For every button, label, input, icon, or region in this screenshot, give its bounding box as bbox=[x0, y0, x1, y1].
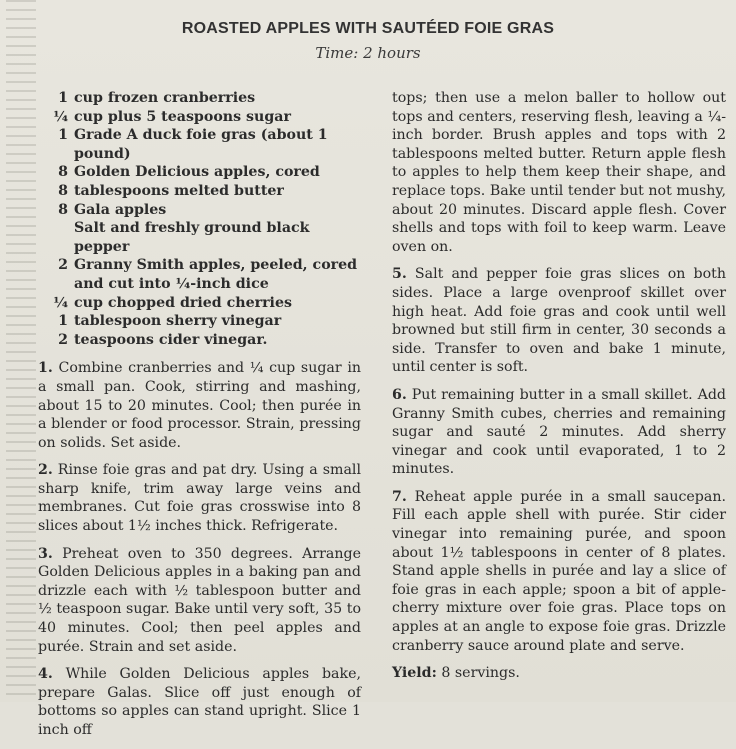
ingredient-item bbox=[38, 163, 361, 182]
ingredient-qty: ¼ bbox=[53, 294, 68, 311]
ingredient-qty: 2 bbox=[58, 331, 68, 348]
step-text: While Golden Delicious apples bake, prepare Galas. Slice off just enough of bottoms so apples can stand upright. Slice 1 inch off bbox=[38, 666, 361, 738]
ingredient-name: tablespoon sherry vinegar bbox=[74, 313, 282, 330]
ingredient-item bbox=[38, 201, 361, 220]
yield-value: 8 servings. bbox=[441, 665, 520, 682]
ingredient-item bbox=[38, 256, 361, 293]
step-7 bbox=[392, 488, 726, 655]
ingredient-name: cup frozen cranberries bbox=[74, 90, 256, 106]
ingredient-item bbox=[38, 312, 361, 331]
torn-edge bbox=[6, 0, 36, 702]
step-text: Combine cranberries and ¼ cup sugar in a small pan. Cook, stirring and mashing, about 15 to 20 minutes. Cool; then purée in a blender or food processor. Strain, pressing on solids. Set aside. bbox=[38, 360, 361, 451]
step-text: Put remaining butter in a small skillet. Add Granny Smith cubes, cherries and remaining sugar and sauté 2 minutes. Add sherry vinegar and cook until evaporated, 1 to 2 minutes. bbox=[392, 386, 726, 478]
ingredient-name: Grade A duck foie gras (about 1 pound) bbox=[74, 127, 328, 162]
ingredient-item bbox=[38, 219, 361, 256]
ingredient-qty: ¼ bbox=[53, 108, 68, 125]
step-number: 2. bbox=[38, 462, 53, 479]
step-text: tops; then use a melon baller to hollow out tops and centers, reserving flesh, leaving a ¼-inch border. Brush apples and tops with 2 tablespoons melted butter. Return apple flesh to apples to help them keep their shape, and replace tops. Bake until tender but not mushy, about 20 minutes. Discard apple flesh. Cover shells and tops with foil to keep warm. Leave oven on. bbox=[392, 90, 726, 255]
ingredient-name: Golden Delicious apples, cored bbox=[74, 164, 320, 181]
ingredient-name: cup plus 5 teaspoons sugar bbox=[74, 108, 291, 125]
ingredient-name: teaspoons cider vinegar. bbox=[74, 331, 268, 348]
ingredient-name: cup chopped dried cherries bbox=[74, 294, 292, 311]
yield bbox=[392, 664, 726, 683]
ingredient-qty: 8 bbox=[58, 164, 68, 181]
ingredient-item bbox=[38, 331, 361, 350]
yield-label: Yield: bbox=[392, 665, 437, 682]
ingredient-name: tablespoons melted butter bbox=[74, 182, 284, 199]
ingredient-qty: 8 bbox=[58, 201, 68, 218]
recipe-time: Time: 2 hours bbox=[315, 44, 421, 62]
step-number: 5. bbox=[392, 266, 407, 283]
ingredient-qty: 1 bbox=[58, 313, 68, 330]
left-column bbox=[38, 89, 361, 749]
ingredient-item bbox=[38, 182, 361, 201]
right-column bbox=[392, 89, 726, 692]
step-text: Preheat oven to 350 degrees. Arrange Golden Delicious apples in a baking pan and drizzle each with ½ tablespoon butter and ½ teaspoon sugar. Bake until very soft, 35 to 40 minutes. Cool; then peel apples and purée. Strain and set aside. bbox=[38, 545, 361, 655]
recipe-title: ROASTED APPLES WITH SAUTÉED FOIE GRAS bbox=[181, 20, 555, 37]
step-number: 4. bbox=[38, 666, 53, 683]
step-2 bbox=[38, 461, 361, 535]
ingredient-item bbox=[38, 126, 361, 163]
step-text: Salt and pepper foie gras slices on both sides. Place a large ovenproof skillet over high heat. Add foie gras and cook until well browned but still firm in center, 30 seconds a side. Transfer to oven and bake 1 minute, until center is soft. bbox=[392, 266, 726, 376]
ingredient-qty: 2 bbox=[58, 257, 68, 274]
ingredient-item bbox=[38, 294, 361, 313]
step-number: 7. bbox=[392, 488, 407, 505]
step-3 bbox=[38, 545, 361, 657]
ingredient-qty: 8 bbox=[58, 182, 68, 199]
ingredient-item bbox=[38, 89, 361, 108]
ingredient-name: Gala apples bbox=[74, 201, 167, 218]
ingredient-item bbox=[38, 108, 361, 127]
step-4 bbox=[38, 665, 361, 739]
ingredient-qty: 1 bbox=[58, 90, 68, 106]
ingredient-name: Granny Smith apples, peeled, cored and cut into ¼-inch dice bbox=[74, 257, 358, 292]
ingredient-list bbox=[38, 89, 361, 349]
ingredient-qty: 1 bbox=[58, 127, 68, 144]
ingredient-qty bbox=[38, 219, 74, 256]
step-number: 6. bbox=[392, 386, 407, 403]
step-6 bbox=[392, 386, 726, 479]
step-number: 3. bbox=[38, 545, 53, 562]
step-number: 1. bbox=[38, 360, 53, 377]
ingredient-name: Salt and freshly ground black pepper bbox=[74, 220, 310, 255]
step-text: Reheat apple purée in a small saucepan. Fill each apple shell with purée. Stir cider vinegar into remaining purée, and spoon about 1½ tablespoons in center of 8 plates. Stand apple shells in purée and lay a slice of foie gras in each apple; spoon a bit of apple-cherry mixture over foie gras. Place tops on apples at an angle to expose foie gras. Drizzle cranberry sauce around plate and serve. bbox=[392, 488, 726, 654]
step-5 bbox=[392, 265, 726, 377]
step-4-continued bbox=[392, 89, 726, 256]
step-text: Rinse foie gras and pat dry. Using a small sharp knife, trim away large veins and membranes. Cut foie gras crosswise into 8 slices about 1½ inches thick. Refrigerate. bbox=[38, 462, 361, 535]
step-1 bbox=[38, 359, 361, 452]
